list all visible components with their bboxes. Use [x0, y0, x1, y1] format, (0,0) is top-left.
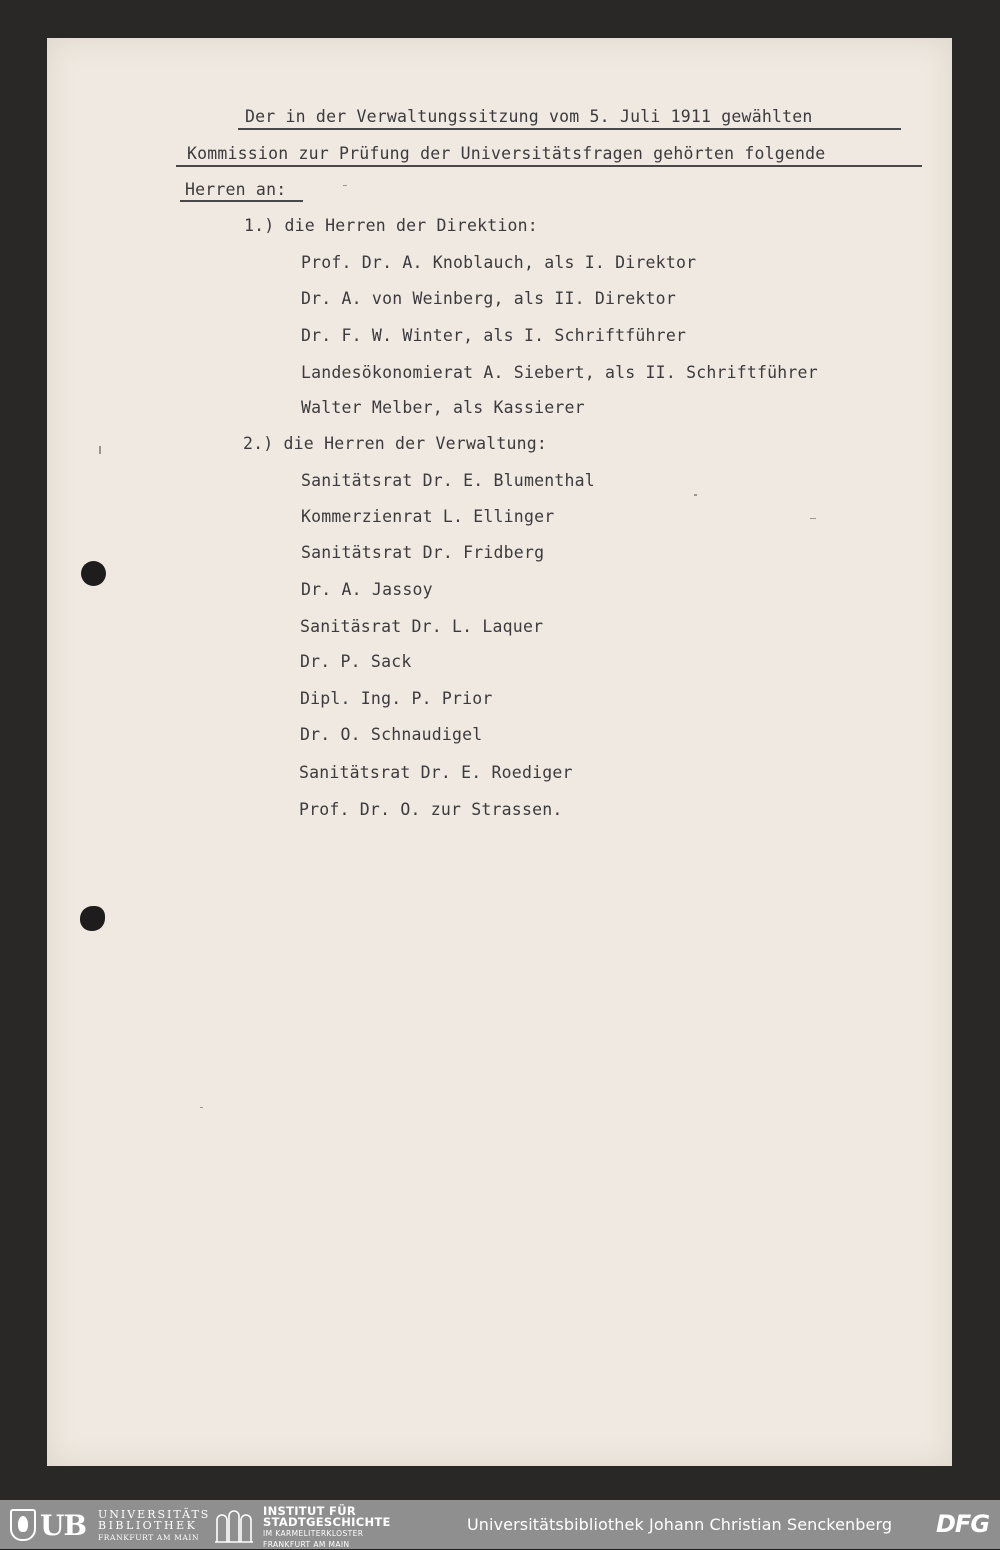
section1-member: Landesökonomierat A. Siebert, als II. Schriftführer [301, 363, 818, 382]
document-page [47, 38, 952, 1466]
punch-hole-top [81, 561, 106, 586]
punch-hole-bottom [80, 906, 105, 931]
arches-icon [214, 1506, 254, 1544]
heading-line-2: Kommission zur Prüfung der Universitätsfragen gehörten folgende [187, 144, 826, 163]
section1-member: Dr. F. W. Winter, als I. Schriftführer [301, 326, 687, 345]
paper-speck [99, 446, 101, 454]
ub-logo[interactable] [10, 1508, 92, 1542]
paper-speck [343, 185, 347, 186]
section2-member: Sanitäsrat Dr. L. Laquer [300, 617, 544, 636]
ub-line-3: FRANKFURT AM MAIN [98, 1533, 200, 1542]
paper-speck [810, 518, 816, 519]
heading-underline-3 [180, 200, 303, 202]
heading-line-1: Der in der Verwaltungssitzung vom 5. Juli 1911 gewählten [245, 107, 813, 126]
section2-member: Prof. Dr. O. zur Strassen. [299, 800, 563, 819]
isg-logo-text[interactable] [263, 1506, 391, 1550]
section2-member: Sanitätsrat Dr. E. Roediger [299, 763, 573, 782]
dfg-logo[interactable]: DFG [936, 1510, 990, 1538]
section2-member: Dr. O. Schnaudigel [300, 725, 483, 744]
footer-title[interactable]: Universitätsbibliothek Johann Christian Senckenberg [467, 1515, 893, 1534]
heading-line-3: Herren an: [185, 180, 287, 199]
ub-line-2: BIBLIOTHEK [98, 1519, 198, 1532]
isg-line-1: INSTITUT FÜR [263, 1504, 356, 1518]
isg-line-2: STADTGESCHICHTE [263, 1515, 391, 1529]
paper-speck [694, 494, 697, 496]
section1-member: Dr. A. von Weinberg, als II. Direktor [301, 289, 676, 308]
section2-member: Dr. P. Sack [300, 652, 412, 671]
section2-member: Dipl. Ing. P. Prior [300, 689, 493, 708]
ub-line-1: UNIVERSITÄTS [98, 1508, 211, 1521]
section1-member: Prof. Dr. A. Knoblauch, als I. Direktor [301, 253, 697, 272]
section2-title: 2.) die Herren der Verwaltung: [243, 434, 548, 453]
isg-line-4: FRANKFURT AM MAIN [263, 1540, 350, 1549]
heading-underline-1 [238, 128, 901, 130]
paper-speck [200, 1107, 203, 1108]
ub-logo-letters: UB [40, 1508, 87, 1542]
ub-logo-text [98, 1509, 210, 1543]
section2-member: Dr. A. Jassoy [301, 580, 433, 599]
crest-icon [10, 1509, 36, 1541]
section2-member: Sanitätsrat Dr. Fridberg [301, 543, 545, 562]
heading-underline-2 [176, 165, 922, 167]
section2-member: Sanitätsrat Dr. E. Blumenthal [301, 471, 595, 490]
section1-member: Walter Melber, als Kassierer [301, 398, 585, 417]
isg-line-3: IM KARMELITERKLOSTER [263, 1529, 364, 1538]
section2-member: Kommerzienrat L. Ellinger [301, 507, 555, 526]
viewer-footer [0, 1500, 1000, 1549]
section1-title: 1.) die Herren der Direktion: [244, 216, 538, 235]
